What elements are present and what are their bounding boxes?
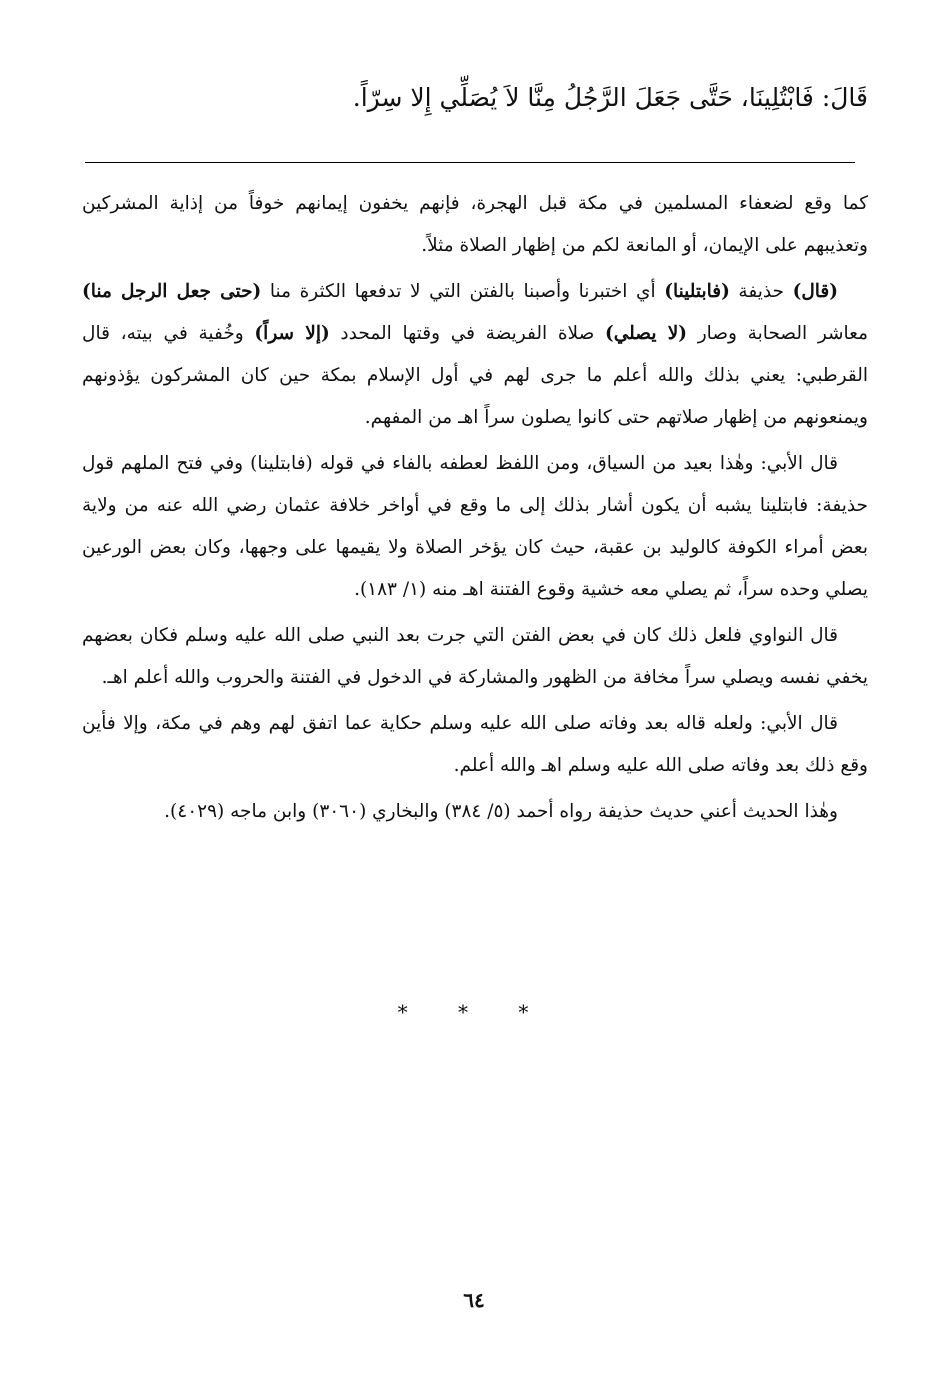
paragraph-2 (82, 271, 868, 439)
commentary (82, 183, 868, 837)
paragraph-5: قال الأبي: ولعله قاله بعد وفاته صلى الله عليه وسلم حكاية عما اتفق لهم وهم في مكة، وإلا فأين وقع ذلك بعد وفاته صلى الله عليه وسلم اهـ والله أعلم. (82, 713, 868, 776)
paragraph-6: وهٰذا الحديث أعني حديث حذيفة رواه أحمد (٥/ ٣٨٤) والبخاري (٣٠٦٠) وابن ماجه (٤٠٢٩). (164, 801, 838, 822)
paragraph-3: قال الأبي: وهٰذا بعيد من السياق، ومن اللفظ لعطفه بالفاء في قوله (فابتلينا) وفي فتح الملهم قول حذيفة: فابتلينا يشبه أن يكون أشار بذلك إلى ما وقع في أواخر خلافة عثمان رضي الله عنه من ولاية بعض أمراء الكوفة كالوليد بن عقبة، حيث كان يؤخر الصلاة ولا يقيمها على وجهها، وكان بعض الورعين يصلي وحده سراً، ثم يصلي معه خشية وقوع الفتنة اهـ منه (١/ ١٨٣). (82, 453, 868, 600)
text-segment: صلاة الفريضة في وقتها المحدد (329, 323, 605, 344)
text-segment: معاشر الصحابة وصار (687, 323, 869, 344)
quoted-term: (حتى جعل الرجل منا) (82, 281, 262, 302)
paragraph-4: قال النواوي فلعل ذلك كان في بعض الفتن التي جرت بعد النبي صلى الله عليه وسلم فكان بعضهم يخفي نفسه ويصلي سراً مخافة من الظهور والمشاركة في الدخول في الفتنة والحروب والله أعلم اهـ. (82, 625, 868, 688)
paragraph-1: كما وقع لضعفاء المسلمين في مكة قبل الهجرة، فإنهم يخفون إيمانهم خوفاً من إذاية المشركين وتعذيبهم على الإيمان، أو المانعة لكم من إظهار الصلاة مثلاً. (82, 193, 868, 256)
quoted-term: (إلا سراً) (254, 323, 330, 344)
footnote-divider (85, 162, 855, 163)
section-separator: * * * (397, 1000, 551, 1024)
hadith-text: قَالَ: فَابْتُلِينَا، حَتَّى جَعَلَ الرَّجُلُ مِنَّا لاَ يُصَلِّي إِلا سِرّاً. (352, 83, 868, 112)
quoted-term: (فابتلينا) (664, 281, 730, 302)
text-segment: حذيفة (729, 281, 793, 302)
quoted-term: (لا يصلي) (604, 323, 688, 344)
text-segment: وخُفية في بيته، قال القرطبي: يعني بذلك والله أعلم ما جرى لهم في أول الإسلام بمكة حين كان المشركون يؤذونهم ويمنعونهم من إظهار صلاتهم حتى كانوا يصلون سراً اهـ من المفهم. (82, 323, 868, 428)
quoted-term: (قال) (792, 281, 839, 302)
text-segment: أي اختبرنا وأصبنا بالفتن التي لا تدفعها الكثرة منا (261, 281, 665, 302)
page-number: ٦٤ (463, 1288, 485, 1312)
